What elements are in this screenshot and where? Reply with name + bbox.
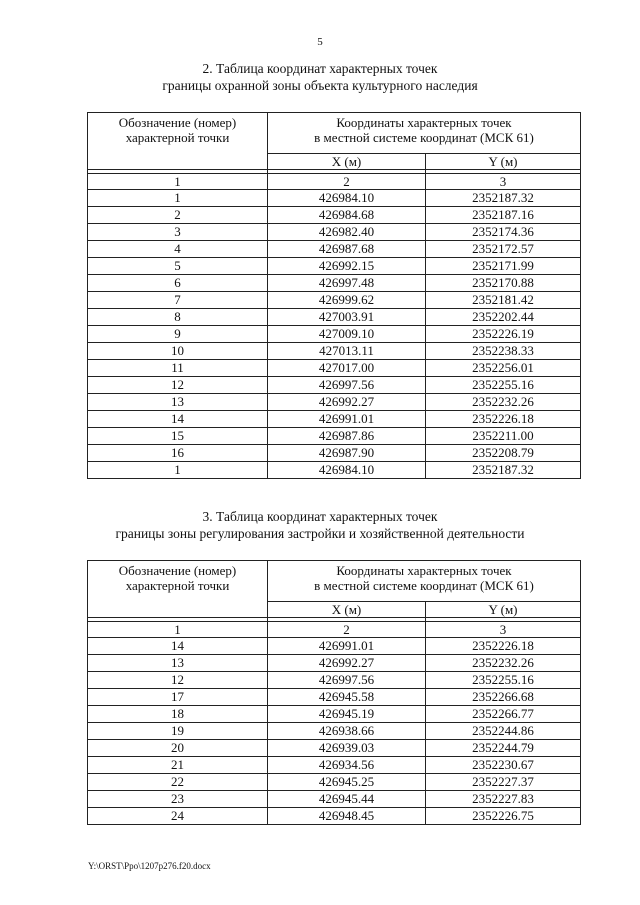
x-coordinate-cell: 426991.01 (268, 638, 426, 655)
x-coordinate-cell: 426945.44 (268, 791, 426, 808)
header-x: X (м) (268, 602, 426, 618)
header-point-label-line1: Обозначение (номер) (118, 115, 237, 130)
table-row (88, 462, 581, 479)
y-coordinate-cell: 2352255.16 (426, 377, 581, 394)
y-coordinate-cell: 2352232.26 (426, 394, 581, 411)
x-coordinate-cell: 426991.01 (268, 411, 426, 428)
point-number-cell: 13 (88, 394, 268, 411)
table-row (88, 740, 581, 757)
point-number-cell: 19 (88, 723, 268, 740)
x-coordinate-cell: 426934.56 (268, 757, 426, 774)
table-row (88, 394, 581, 411)
point-number-cell: 8 (88, 309, 268, 326)
table-row (88, 411, 581, 428)
y-coordinate-cell: 2352226.75 (426, 808, 581, 825)
y-coordinate-cell: 2352226.18 (426, 638, 581, 655)
header-point-label-line2: характерной точки (125, 578, 230, 593)
x-coordinate-cell: 426992.15 (268, 258, 426, 275)
column-number-2: 2 (268, 622, 426, 638)
x-coordinate-cell: 426999.62 (268, 292, 426, 309)
point-number-cell: 2 (88, 207, 268, 224)
y-coordinate-cell: 2352227.83 (426, 791, 581, 808)
point-number-cell: 9 (88, 326, 268, 343)
header-group-line1: Координаты характерных точек (336, 115, 512, 130)
footer-file-path: Y:\ORST\Ppo\1207p276.f20.docx (88, 861, 211, 871)
x-coordinate-cell: 426948.45 (268, 808, 426, 825)
x-coordinate-cell: 426984.68 (268, 207, 426, 224)
y-coordinate-cell: 2352187.16 (426, 207, 581, 224)
table-row (88, 343, 581, 360)
table-row (88, 808, 581, 825)
y-coordinate-cell: 2352208.79 (426, 445, 581, 462)
x-coordinate-cell: 426945.25 (268, 774, 426, 791)
point-number-cell: 13 (88, 655, 268, 672)
y-coordinate-cell: 2352174.36 (426, 224, 581, 241)
table-row (88, 377, 581, 394)
table-row (88, 360, 581, 377)
x-coordinate-cell: 426987.68 (268, 241, 426, 258)
table-3-title-line1: 3. Таблица координат характерных точек (202, 509, 438, 524)
point-number-cell: 12 (88, 672, 268, 689)
table-row (88, 689, 581, 706)
table-row (88, 638, 581, 655)
point-number-cell: 15 (88, 428, 268, 445)
point-number-cell: 14 (88, 411, 268, 428)
table-2-coordinates (87, 112, 581, 479)
point-number-cell: 5 (88, 258, 268, 275)
point-number-cell: 17 (88, 689, 268, 706)
header-point-label (88, 561, 268, 618)
table-2-title-line1: 2. Таблица координат характерных точек (202, 61, 438, 76)
x-coordinate-cell: 426992.27 (268, 394, 426, 411)
header-group-line2: в местной системе координат (МСК 61) (314, 578, 534, 593)
y-coordinate-cell: 2352171.99 (426, 258, 581, 275)
y-coordinate-cell: 2352266.68 (426, 689, 581, 706)
x-coordinate-cell: 426992.27 (268, 655, 426, 672)
table-2-title (0, 60, 640, 94)
header-point-label (88, 113, 268, 170)
point-number-cell: 1 (88, 190, 268, 207)
point-number-cell: 14 (88, 638, 268, 655)
table-row (88, 706, 581, 723)
y-coordinate-cell: 2352230.67 (426, 757, 581, 774)
x-coordinate-cell: 426945.58 (268, 689, 426, 706)
x-coordinate-cell: 427003.91 (268, 309, 426, 326)
y-coordinate-cell: 2352232.26 (426, 655, 581, 672)
point-number-cell: 16 (88, 445, 268, 462)
x-coordinate-cell: 426984.10 (268, 190, 426, 207)
table-2-title-line2: границы охранной зоны объекта культурного наследия (162, 78, 478, 93)
point-number-cell: 4 (88, 241, 268, 258)
table-row (88, 774, 581, 791)
y-coordinate-cell: 2352181.42 (426, 292, 581, 309)
column-number-3: 3 (426, 622, 581, 638)
y-coordinate-cell: 2352226.18 (426, 411, 581, 428)
y-coordinate-cell: 2352226.19 (426, 326, 581, 343)
x-coordinate-cell: 426987.86 (268, 428, 426, 445)
x-coordinate-cell: 427017.00 (268, 360, 426, 377)
column-number-1: 1 (88, 622, 268, 638)
point-number-cell: 6 (88, 275, 268, 292)
y-coordinate-cell: 2352244.86 (426, 723, 581, 740)
header-coordinates-group (268, 561, 581, 602)
table-row (88, 791, 581, 808)
table-row (88, 241, 581, 258)
y-coordinate-cell: 2352256.01 (426, 360, 581, 377)
point-number-cell: 3 (88, 224, 268, 241)
x-coordinate-cell: 426945.19 (268, 706, 426, 723)
table-row (88, 190, 581, 207)
x-coordinate-cell: 427009.10 (268, 326, 426, 343)
header-point-label-line2: характерной точки (125, 130, 230, 145)
table-row (88, 207, 581, 224)
table-row (88, 672, 581, 689)
x-coordinate-cell: 426984.10 (268, 462, 426, 479)
x-coordinate-cell: 426938.66 (268, 723, 426, 740)
table-3-title-line2: границы зоны регулирования застройки и хозяйственной деятельности (115, 526, 525, 541)
table-row (88, 445, 581, 462)
point-number-cell: 18 (88, 706, 268, 723)
table-3-title (0, 508, 640, 542)
table-row (88, 723, 581, 740)
y-coordinate-cell: 2352202.44 (426, 309, 581, 326)
table-3-coordinates (87, 560, 581, 825)
x-coordinate-cell: 427013.11 (268, 343, 426, 360)
y-coordinate-cell: 2352211.00 (426, 428, 581, 445)
column-number-2: 2 (268, 174, 426, 190)
x-coordinate-cell: 426939.03 (268, 740, 426, 757)
point-number-cell: 20 (88, 740, 268, 757)
y-coordinate-cell: 2352172.57 (426, 241, 581, 258)
y-coordinate-cell: 2352238.33 (426, 343, 581, 360)
point-number-cell: 7 (88, 292, 268, 309)
y-coordinate-cell: 2352170.88 (426, 275, 581, 292)
table-row (88, 757, 581, 774)
header-group-line1: Координаты характерных точек (336, 563, 512, 578)
point-number-cell: 22 (88, 774, 268, 791)
header-x: X (м) (268, 154, 426, 170)
point-number-cell: 23 (88, 791, 268, 808)
table-row (88, 292, 581, 309)
point-number-cell: 21 (88, 757, 268, 774)
y-coordinate-cell: 2352187.32 (426, 190, 581, 207)
x-coordinate-cell: 426982.40 (268, 224, 426, 241)
table-row (88, 428, 581, 445)
x-coordinate-cell: 426997.48 (268, 275, 426, 292)
point-number-cell: 24 (88, 808, 268, 825)
table-row (88, 309, 581, 326)
x-coordinate-cell: 426997.56 (268, 377, 426, 394)
y-coordinate-cell: 2352187.32 (426, 462, 581, 479)
table-row (88, 655, 581, 672)
point-number-cell: 12 (88, 377, 268, 394)
y-coordinate-cell: 2352266.77 (426, 706, 581, 723)
point-number-cell: 1 (88, 462, 268, 479)
header-y: Y (м) (426, 154, 581, 170)
y-coordinate-cell: 2352227.37 (426, 774, 581, 791)
x-coordinate-cell: 426987.90 (268, 445, 426, 462)
header-point-label-line1: Обозначение (номер) (118, 563, 237, 578)
header-group-line2: в местной системе координат (МСК 61) (314, 130, 534, 145)
column-number-3: 3 (426, 174, 581, 190)
table-2-body (88, 113, 581, 479)
x-coordinate-cell: 426997.56 (268, 672, 426, 689)
page-number: 5 (317, 36, 323, 48)
table-row (88, 224, 581, 241)
y-coordinate-cell: 2352244.79 (426, 740, 581, 757)
column-number-1: 1 (88, 174, 268, 190)
table-row (88, 326, 581, 343)
point-number-cell: 10 (88, 343, 268, 360)
y-coordinate-cell: 2352255.16 (426, 672, 581, 689)
header-y: Y (м) (426, 602, 581, 618)
header-coordinates-group (268, 113, 581, 154)
table-row (88, 258, 581, 275)
table-row (88, 275, 581, 292)
table-3-body (88, 561, 581, 825)
point-number-cell: 11 (88, 360, 268, 377)
